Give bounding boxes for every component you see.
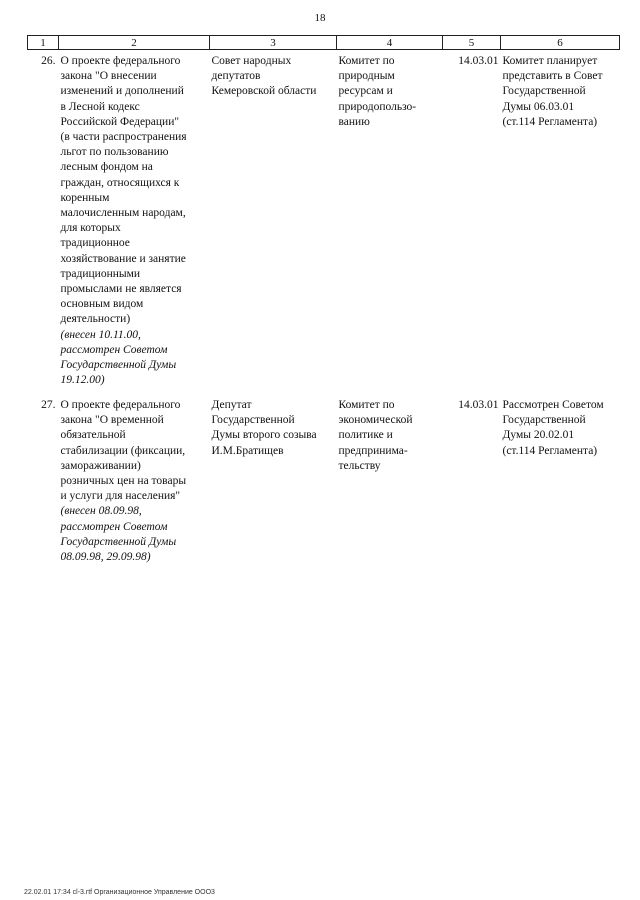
bill-title-line: Российской Федерации" bbox=[60, 115, 180, 128]
status-line: Комитет планирует bbox=[502, 55, 598, 67]
bill-title-line: закона "О внесении bbox=[60, 70, 157, 83]
page-number: 18 bbox=[314, 12, 326, 24]
bill-title-line: О проекте федерального bbox=[60, 399, 181, 411]
committee-line: политике и bbox=[338, 429, 393, 442]
author-line: Совет народных bbox=[211, 55, 292, 67]
status-line: Думы 20.02.01 bbox=[502, 429, 575, 442]
author-line: Кемеровской области bbox=[211, 85, 317, 98]
status-line: представить в Совет bbox=[502, 70, 603, 83]
committee-line: природопользо- bbox=[338, 100, 417, 113]
bill-title-line: традиционное bbox=[60, 237, 130, 250]
bill-note-line: 08.09.98, 29.09.98) bbox=[60, 551, 151, 564]
date-cell: 14.03.01 bbox=[458, 55, 499, 67]
author-line: депутатов bbox=[211, 70, 261, 83]
committee-line: ресурсам и bbox=[338, 85, 393, 98]
table-row bbox=[28, 394, 620, 565]
bill-note-line: 19.12.00) bbox=[60, 374, 105, 387]
author-line: Государственной bbox=[211, 414, 295, 427]
header-cell-author: 3 bbox=[210, 36, 337, 50]
author-line: И.М.Братищев bbox=[211, 444, 284, 457]
header-cell-title: 2 bbox=[59, 36, 210, 50]
status-line: (ст.114 Регламента) bbox=[502, 444, 598, 457]
bill-title-line: розничных цен на товары bbox=[60, 475, 187, 488]
bill-title-line: хозяйствование и занятие bbox=[60, 252, 186, 265]
committee-line: предпринима- bbox=[338, 444, 408, 457]
bill-title-line: коренным bbox=[60, 191, 110, 204]
committee-cell bbox=[337, 394, 443, 565]
bill-title-line: льгот по пользованию bbox=[60, 146, 169, 159]
status-line: Государственной bbox=[502, 85, 586, 98]
committee-line: природным bbox=[338, 70, 395, 83]
bill-title-line: промыслами не является bbox=[60, 283, 182, 296]
status-cell bbox=[501, 50, 620, 395]
bill-note-line: Государственной Думы bbox=[60, 359, 177, 372]
bill-note-line: (внесен 08.09.98, bbox=[60, 505, 142, 518]
bill-title-line: (в части распространения bbox=[60, 131, 187, 144]
table-row bbox=[28, 50, 620, 395]
status-line: Государственной bbox=[502, 414, 586, 427]
header-cell-number: 1 bbox=[28, 36, 59, 50]
bill-title-line: деятельности) bbox=[60, 313, 131, 326]
footer-note: 22.02.01 17:34 cl-3.rtf Организационное Управление ООО3 bbox=[24, 889, 215, 896]
bill-note-line: Государственной Думы bbox=[60, 535, 177, 548]
author-cell bbox=[210, 394, 337, 565]
header-cell-date: 5 bbox=[443, 36, 501, 50]
header-cell-committee: 4 bbox=[337, 36, 443, 50]
bill-title-line: закона "О временной bbox=[60, 414, 164, 427]
committee-line: Комитет по bbox=[338, 55, 395, 67]
date-cell: 14.03.01 bbox=[458, 399, 499, 411]
author-line: Депутат bbox=[211, 399, 252, 411]
bill-title-line: граждан, относящихся к bbox=[60, 176, 180, 189]
status-line: (ст.114 Регламента) bbox=[502, 115, 598, 128]
bill-title-line: замораживании) bbox=[60, 459, 141, 472]
bill-note-line: (внесен 10.11.00, bbox=[60, 328, 141, 341]
status-line: Рассмотрен Советом bbox=[502, 399, 604, 411]
status-line: Думы 06.03.01 bbox=[502, 100, 575, 113]
committee-line: экономической bbox=[338, 414, 413, 427]
bill-title-cell bbox=[59, 394, 210, 565]
committee-line: тельству bbox=[338, 459, 381, 472]
bill-note-line: рассмотрен Советом bbox=[60, 343, 168, 356]
bill-title-line: для которых bbox=[60, 222, 121, 235]
bill-title-line: основным видом bbox=[60, 298, 144, 311]
bill-title-line: и услуги для населения" bbox=[60, 490, 181, 503]
status-cell bbox=[501, 394, 620, 565]
author-cell bbox=[210, 50, 337, 395]
committee-line: Комитет по bbox=[338, 399, 395, 411]
header-cell-status: 6 bbox=[501, 36, 620, 50]
agenda-table bbox=[27, 35, 620, 565]
committee-line: ванию bbox=[338, 115, 370, 128]
bill-title-line: О проекте федерального bbox=[60, 55, 181, 67]
header-row bbox=[28, 36, 620, 50]
author-line: Думы второго созыва bbox=[211, 429, 317, 442]
bill-title-line: в Лесной кодекс bbox=[60, 100, 140, 113]
row-number: 27. bbox=[41, 399, 56, 411]
bill-title-line: изменений и дополнений bbox=[60, 85, 184, 98]
row-number: 26. bbox=[41, 55, 56, 67]
committee-cell bbox=[337, 50, 443, 395]
bill-title-line: стабилизации (фиксации, bbox=[60, 444, 186, 457]
bill-title-cell bbox=[59, 50, 210, 395]
bill-note-line: рассмотрен Советом bbox=[60, 520, 168, 533]
bill-title-line: обязательной bbox=[60, 429, 126, 442]
bill-title-line: традиционными bbox=[60, 267, 141, 280]
bill-title-line: малочисленным народам, bbox=[60, 207, 186, 220]
bill-title-line: лесным фондом на bbox=[60, 161, 153, 174]
